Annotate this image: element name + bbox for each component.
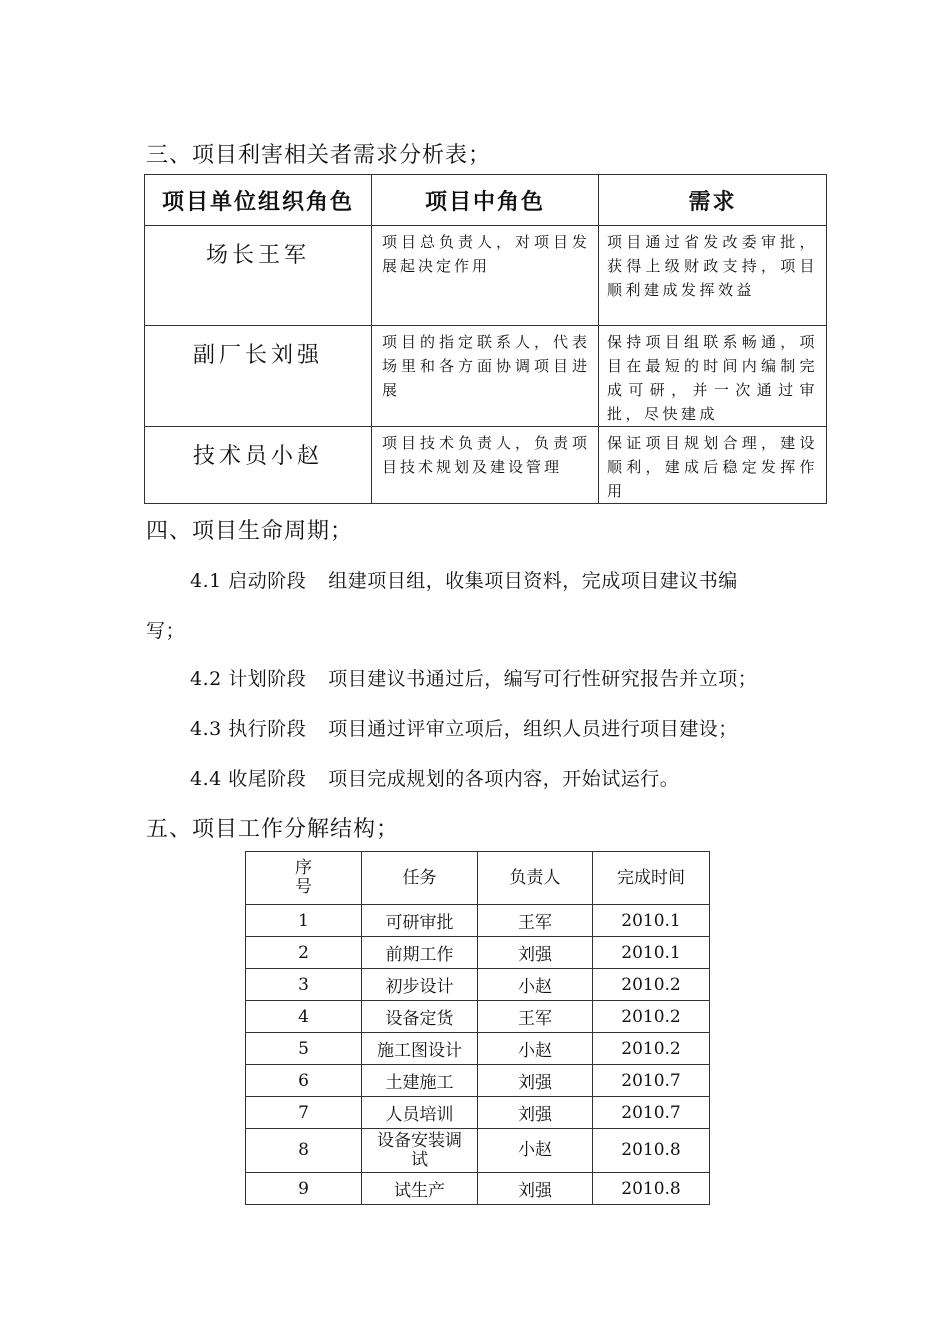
stakeholder-name: 技术员小赵 — [192, 444, 323, 469]
stage-text: 项目完成规划的各项内容，开始试运行。 — [328, 768, 680, 790]
stakeholder-role: 项目技术负责人，负责项目技术规划及建设管理 — [382, 434, 590, 476]
stakeholder-table — [144, 174, 827, 504]
cell-seq: 5 — [246, 1033, 362, 1065]
lifecycle-stage — [190, 714, 738, 741]
section-5-heading: 五、项目工作分解结构； — [146, 817, 400, 842]
stakeholder-role: 项目总负责人，对项目发展起决定作用 — [382, 233, 590, 275]
cell-seq: 1 — [246, 905, 362, 937]
cell-owner: 小赵 — [478, 1129, 593, 1173]
table-row — [246, 1173, 710, 1205]
cell-due: 2010.7 — [593, 1097, 710, 1129]
stage-text: 项目通过评审立项后，组织人员进行项目建设； — [328, 718, 738, 740]
stakeholder-need-cell — [599, 427, 827, 504]
cell-seq: 2 — [246, 937, 362, 969]
cell-due: 2010.2 — [593, 1001, 710, 1033]
lifecycle-stage — [190, 566, 738, 593]
cell-owner: 王军 — [478, 905, 593, 937]
stage-label: 4.4 收尾阶段 — [190, 768, 307, 790]
table-row — [246, 1033, 710, 1065]
header-needs: 需求 — [599, 175, 827, 226]
cell-seq: 9 — [246, 1173, 362, 1205]
table-row — [246, 969, 710, 1001]
cell-owner: 小赵 — [478, 969, 593, 1001]
cell-owner: 小赵 — [478, 1033, 593, 1065]
section-3-heading: 三、项目利害相关者需求分析表； — [146, 143, 492, 168]
cell-seq: 4 — [246, 1001, 362, 1033]
cell-owner: 刘强 — [478, 937, 593, 969]
stakeholder-need-cell — [599, 326, 827, 427]
header-due: 完成时间 — [593, 852, 710, 905]
stage-label: 4.1 启动阶段 — [190, 570, 307, 592]
cell-task: 可研审批 — [362, 905, 478, 937]
wbs-table — [245, 851, 710, 1205]
cell-due: 2010.8 — [593, 1173, 710, 1205]
cell-owner: 刘强 — [478, 1065, 593, 1097]
cell-owner: 刘强 — [478, 1173, 593, 1205]
stakeholder-name-cell — [145, 226, 372, 326]
stakeholder-name-cell — [145, 326, 372, 427]
cell-task: 试生产 — [362, 1173, 478, 1205]
cell-task: 设备安装调试 — [362, 1129, 478, 1173]
header-task: 任务 — [362, 852, 478, 905]
stage-text: 项目建议书通过后，编写可行性研究报告并立项； — [328, 668, 758, 690]
lifecycle-stage — [190, 764, 679, 791]
cell-due: 2010.1 — [593, 937, 710, 969]
table-row — [246, 1001, 710, 1033]
cell-due: 2010.8 — [593, 1129, 710, 1173]
stakeholder-header-row — [145, 175, 827, 226]
stage-label: 4.3 执行阶段 — [190, 718, 307, 740]
cell-task: 设备定货 — [362, 1001, 478, 1033]
stakeholder-name-cell — [145, 427, 372, 504]
stakeholder-need: 保持项目组联系畅通，项目在最短的时间内编制完成可研，并一次通过审批，尽快建成 — [607, 333, 818, 423]
cell-task: 人员培训 — [362, 1097, 478, 1129]
cell-due: 2010.2 — [593, 1033, 710, 1065]
header-org-role: 项目单位组织角色 — [145, 175, 372, 226]
cell-seq: 8 — [246, 1129, 362, 1173]
stakeholder-row — [145, 226, 827, 326]
lifecycle-stage-continuation: 写； — [146, 620, 186, 642]
stakeholder-need: 保证项目规划合理，建设顺利，建成后稳定发挥作用 — [607, 434, 818, 500]
cell-owner: 刘强 — [478, 1097, 593, 1129]
section-4-heading: 四、项目生命周期； — [146, 519, 354, 544]
cell-seq: 3 — [246, 969, 362, 1001]
stakeholder-row — [145, 427, 827, 504]
stage-text: 组建项目组，收集项目资料，完成项目建议书编 — [328, 570, 738, 592]
cell-due: 2010.1 — [593, 905, 710, 937]
cell-task: 土建施工 — [362, 1065, 478, 1097]
cell-owner: 王军 — [478, 1001, 593, 1033]
stakeholder-name: 副厂长刘强 — [192, 343, 323, 368]
cell-seq: 7 — [246, 1097, 362, 1129]
table-row — [246, 937, 710, 969]
table-row — [246, 1129, 710, 1173]
cell-seq: 6 — [246, 1065, 362, 1097]
stakeholder-role-cell — [372, 427, 599, 504]
stage-label: 4.2 计划阶段 — [190, 668, 307, 690]
header-project-role: 项目中角色 — [372, 175, 599, 226]
wbs-header-row — [246, 852, 710, 905]
table-row — [246, 1097, 710, 1129]
table-row — [246, 1065, 710, 1097]
cell-task: 施工图设计 — [362, 1033, 478, 1065]
cell-task: 前期工作 — [362, 937, 478, 969]
stakeholder-need-cell — [599, 226, 827, 326]
stakeholder-name: 场长王军 — [205, 243, 310, 268]
cell-task: 初步设计 — [362, 969, 478, 1001]
cell-due: 2010.2 — [593, 969, 710, 1001]
stakeholder-need: 项目通过省发改委审批，获得上级财政支持，项目顺利建成发挥效益 — [607, 233, 818, 299]
lifecycle-stage — [190, 664, 757, 691]
stakeholder-role-cell — [372, 326, 599, 427]
stakeholder-row — [145, 326, 827, 427]
stakeholder-role: 项目的指定联系人，代表场里和各方面协调项目进展 — [382, 333, 590, 399]
header-seq: 序号 — [246, 852, 362, 905]
table-row — [246, 905, 710, 937]
cell-due: 2010.7 — [593, 1065, 710, 1097]
stakeholder-role-cell — [372, 226, 599, 326]
header-owner: 负责人 — [478, 852, 593, 905]
